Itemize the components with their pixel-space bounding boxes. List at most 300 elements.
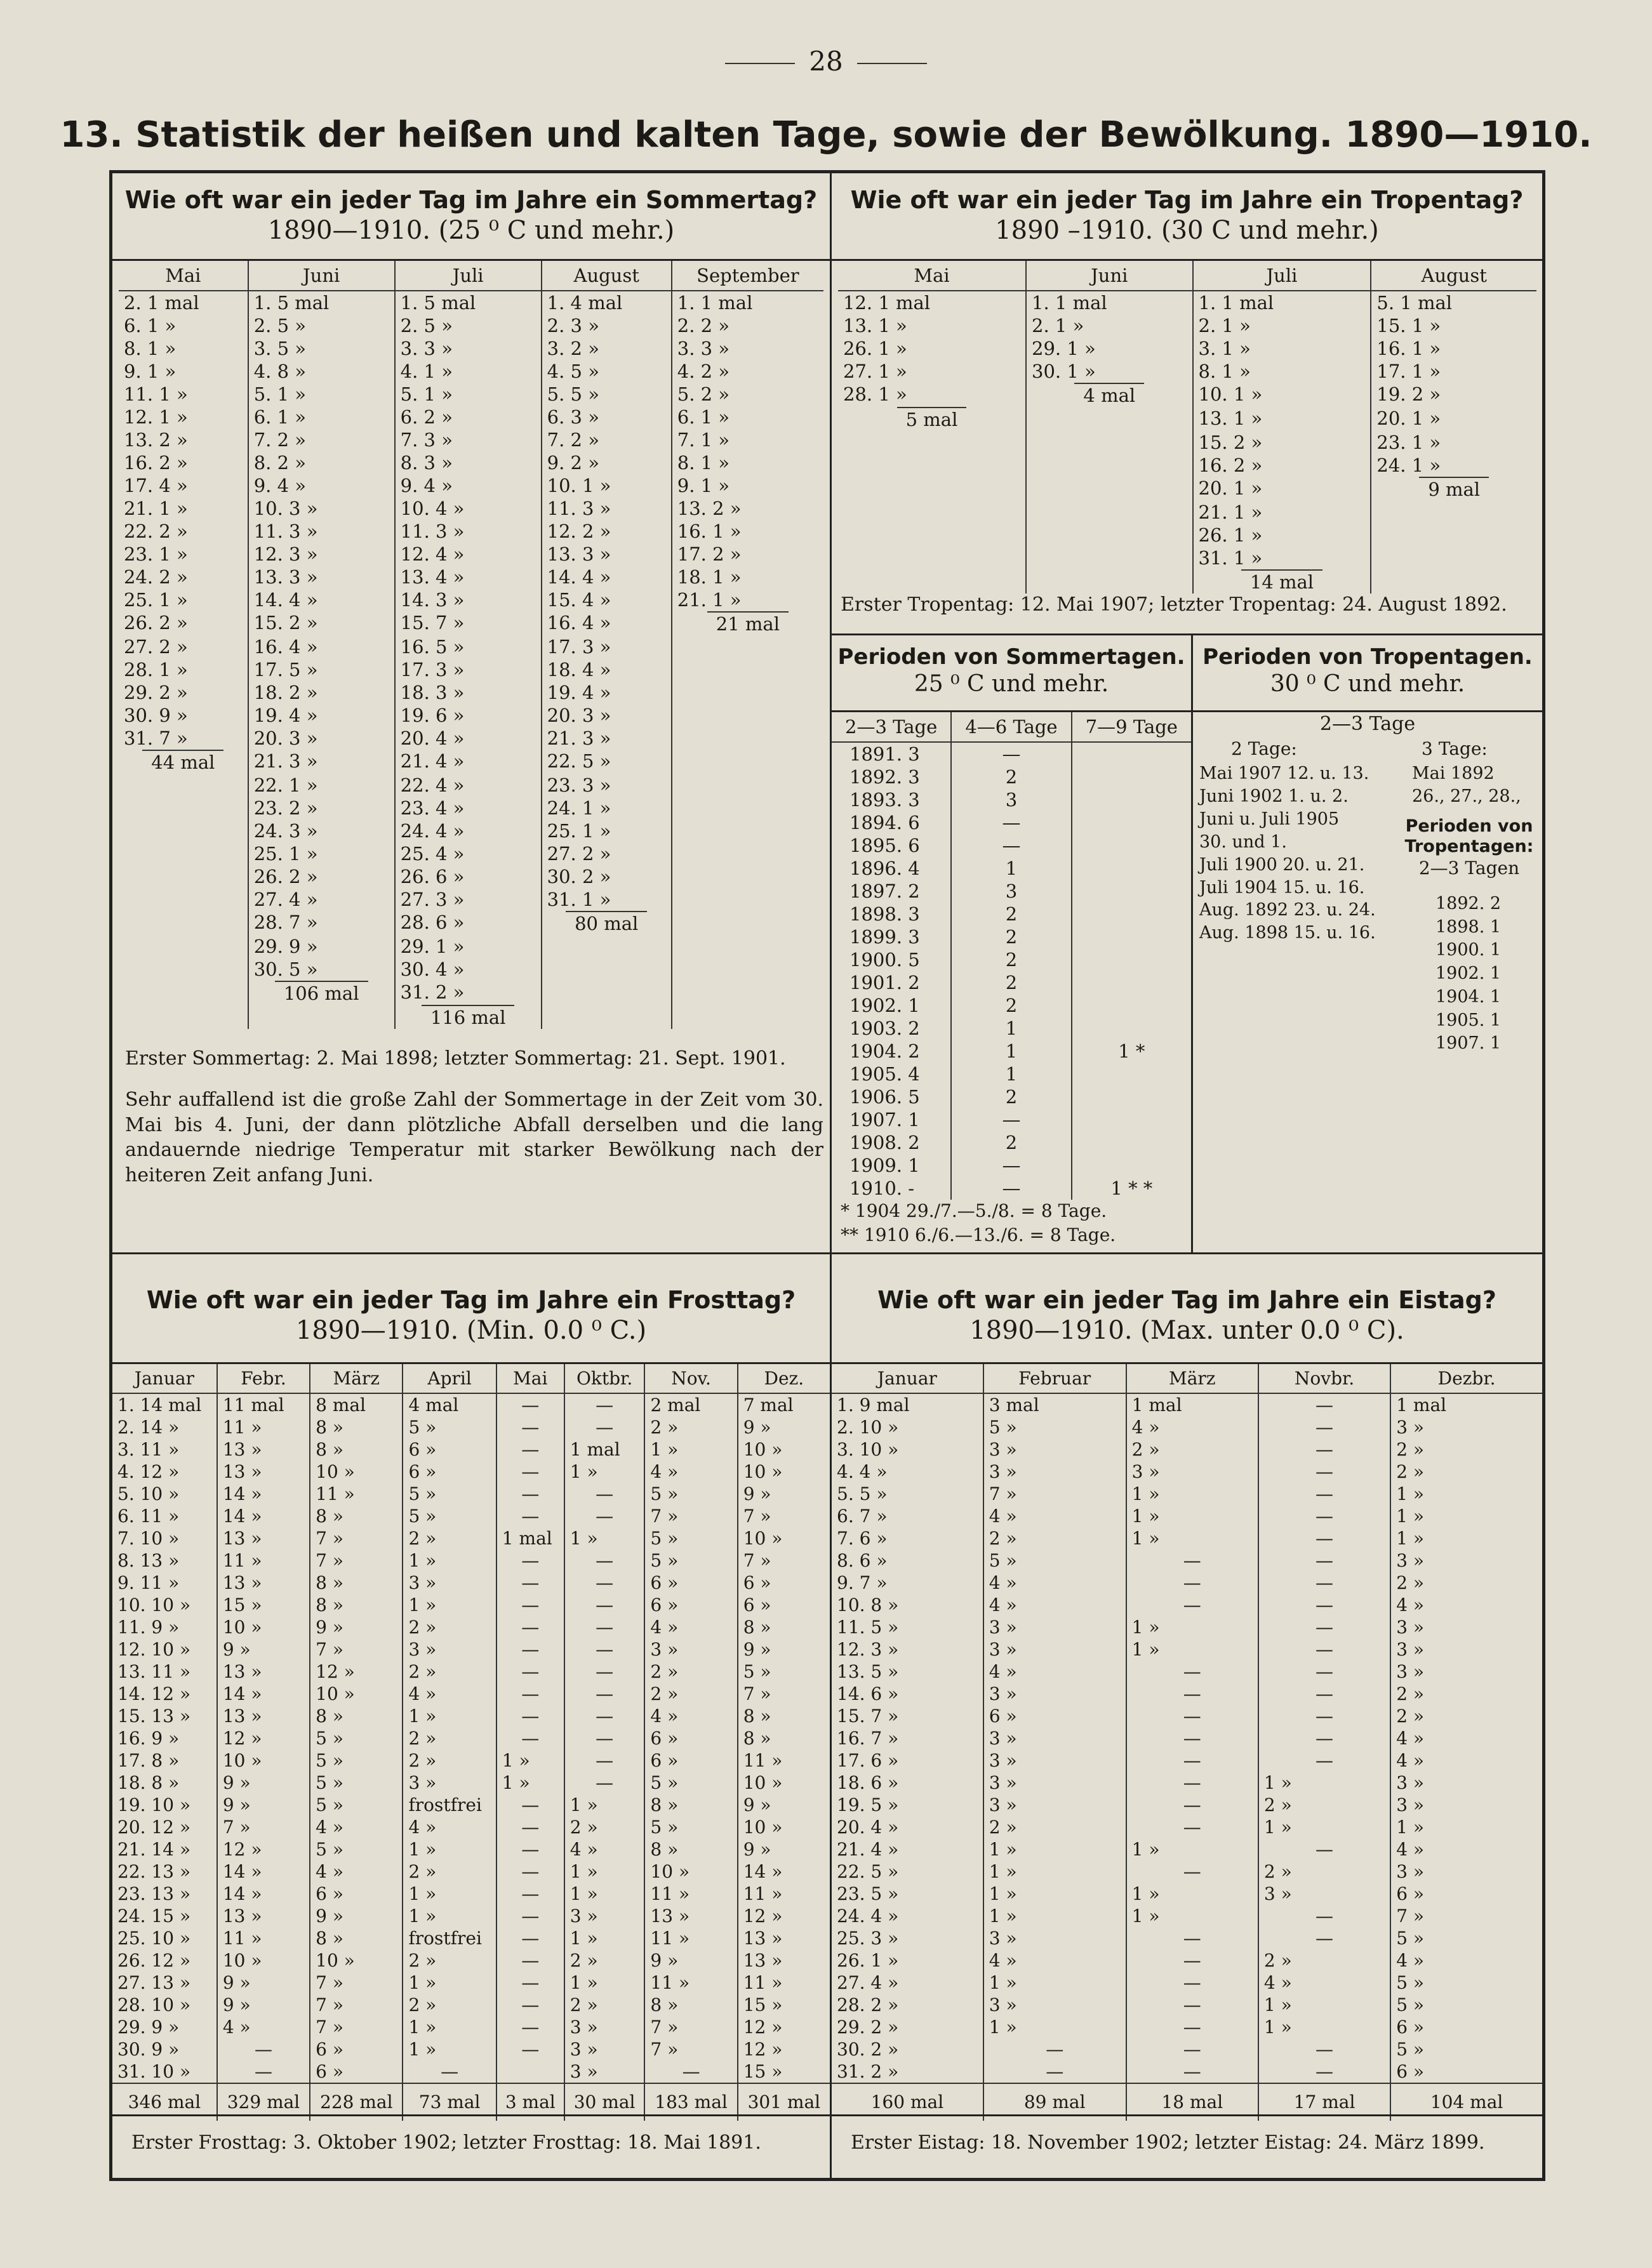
frosttag-cell: 25. 10 » (117, 1928, 191, 1949)
sommertag-cell: 25. 4 » (395, 842, 542, 865)
eistag-cell: 5 » (1390, 1972, 1542, 1994)
frosttag-cell: 4 » (217, 2016, 310, 2038)
eistag-cell: 3 » (983, 1461, 1126, 1483)
frosttag-cell: 9 » (738, 1416, 830, 1438)
eistag-cell: 3. 10 » (837, 1439, 899, 1460)
frosttag-cell: 3 » (564, 2016, 645, 2038)
eistag-header: Novbr. (1258, 1364, 1390, 1393)
frosttag-cell: — (564, 1393, 645, 1416)
three-days-list (1412, 762, 1521, 808)
sommertag-cell: 1. 1 mal (672, 291, 823, 314)
perioden-tropen-rule (1193, 710, 1542, 712)
perioden-sommer-row (832, 1154, 1191, 1177)
frosttag-cell: — (564, 1549, 645, 1572)
frosttag-header: März (310, 1364, 403, 1393)
perioden-sommer-row (832, 880, 1191, 903)
eistag-cell: — (1258, 1838, 1390, 1860)
frosttag-cell: 1 » (564, 1461, 645, 1483)
eistag-cell: 15. 7 » (837, 1706, 899, 1727)
sommertag-cell: 31. 2 » (395, 981, 542, 1005)
eistag-cell: 3 » (1390, 1772, 1542, 1794)
sommertag-row (119, 774, 823, 797)
sommertag-row (119, 314, 823, 337)
tropentag-empty-cell (838, 569, 1026, 594)
perioden-sommer-cell: 2 (951, 1131, 1071, 1154)
perioden-sommer-cell (1072, 834, 1191, 857)
frosttag-cell: 8 mal (310, 1393, 403, 1416)
frosttag-cell: 13 » (217, 1572, 310, 1594)
frosttag-cell: 8 » (644, 1838, 737, 1860)
eistag-cell: — (1126, 2016, 1258, 2038)
sommertag-cell: 10. 3 » (248, 497, 395, 520)
frosttag-foot-rule (112, 2114, 830, 2116)
frosttag-cell: 5 » (310, 1772, 403, 1794)
eistag-cell: 1 » (1390, 1527, 1542, 1549)
sommertag-cell: 27. 2 » (542, 842, 672, 865)
frosttag-cell: 5 » (310, 1794, 403, 1816)
tropentag-header: Juni (1026, 261, 1193, 291)
perioden-sommer-cell: 1905. 4 (849, 1063, 920, 1085)
table-frame (109, 170, 1545, 2181)
frosttag-cell: — (496, 1727, 564, 1749)
perioden-sommer-row (832, 971, 1191, 994)
frosttag-cell: 14 » (217, 1883, 310, 1905)
perioden-sommer-row (832, 994, 1191, 1017)
frosttag-total: 73 mal (403, 2083, 496, 2121)
sommertag-cell: 9. 1 » (124, 361, 177, 382)
tropentag-cell: 21. 1 » (1193, 501, 1371, 524)
eistag-row (832, 2016, 1542, 2038)
frosttag-cell: 5 » (644, 1816, 737, 1838)
perioden-sommer-cell: 1904. 2 (849, 1040, 920, 1062)
frosttag-cell: 4 » (564, 1838, 645, 1860)
eistag-cell: 1 » (1126, 1905, 1258, 1927)
eistag-row (832, 1794, 1542, 1816)
frosttag-cell: 26. 12 » (117, 1950, 191, 1971)
eistag-cell: 1 » (1390, 1816, 1542, 1838)
frosttag-row (112, 1438, 830, 1461)
eistag-cell: — (1258, 1416, 1390, 1438)
sommertag-empty-cell (119, 958, 248, 981)
frosttag-row (112, 2038, 830, 2060)
sommertag-cell: 17. 3 » (542, 635, 672, 658)
eistag-cell: 3 » (983, 1683, 1126, 1705)
frosttag-cell: 8 » (738, 1705, 830, 1727)
sommertag-cell: 5. 5 » (542, 383, 672, 406)
eistag-row (832, 1727, 1542, 1749)
frosttag-cell (496, 2060, 564, 2083)
eistag-cell: — (1258, 1393, 1390, 1416)
perioden-sommer-cell: — (951, 834, 1071, 857)
tropen-sub-entry: 1904. 1 (1436, 986, 1502, 1007)
frosttag-row (112, 1905, 830, 1927)
tropentag-total: 14 mal (1241, 569, 1322, 594)
perioden-sommer-header: 2—3 Tage (832, 712, 951, 742)
frosttag-row (112, 1949, 830, 1972)
sommertag-cell: 29. 2 » (124, 682, 188, 703)
frosttag-cell: 5 » (644, 1527, 737, 1549)
frosttag-cell: 6 » (738, 1572, 830, 1594)
frosttag-cell: 2 » (403, 1727, 496, 1749)
frosttag-row (112, 1705, 830, 1727)
tropentag-empty-cell (1026, 524, 1193, 547)
perioden-sommer-cell: — (951, 1108, 1071, 1131)
frosttag-cell: 1 » (564, 1794, 645, 1816)
frosttag-cell: 12 » (738, 2016, 830, 2038)
frosttag-row (112, 1816, 830, 1838)
two-days-entry: Aug. 1898 15. u. 16. (1199, 923, 1376, 943)
frosttag-cell: 7 » (310, 1638, 403, 1661)
tropentag-cell: 16. 1 » (1371, 337, 1536, 360)
frosttag-row (112, 1860, 830, 1883)
eistag-cell: — (1258, 1683, 1390, 1705)
tropentag-empty-cell (1371, 524, 1536, 547)
frosttag-cell: 1 » (564, 1883, 645, 1905)
sommertag-empty-cell (672, 727, 823, 750)
eistag-cell: 3 » (1390, 1638, 1542, 1661)
frosttag-row (112, 1527, 830, 1549)
frosttag-cell: 13 » (217, 1905, 310, 1927)
sommertag-cell: 13. 3 » (248, 566, 395, 588)
sommertag-cell: 22. 5 » (542, 750, 672, 774)
frosttag-header: April (403, 1364, 496, 1393)
eistag-cell: 1 mal (1390, 1393, 1542, 1416)
eistag-cell: 3 » (983, 1794, 1126, 1816)
frosttag-table (112, 1364, 830, 2121)
eistag-total: 104 mal (1390, 2083, 1542, 2121)
frosttag-cell: 4 mal (403, 1393, 496, 1416)
sommertag-cell: 27. 3 » (395, 888, 542, 911)
tropentag-row (838, 360, 1536, 383)
frosttag-cell: 12 » (217, 1838, 310, 1860)
sommertag-panel (112, 173, 830, 1252)
frosttag-cell: 10 » (738, 1461, 830, 1483)
sommertag-cell: 30. 5 » (248, 958, 395, 981)
frosttag-cell: 1 » (564, 1972, 645, 1994)
eistag-cell: 19. 5 » (837, 1794, 899, 1815)
perioden-tropen-panel (1193, 635, 1542, 1252)
frosttag-cell: 1 » (403, 1594, 496, 1616)
sommertag-total: 21 mal (707, 611, 789, 635)
frosttag-cell: 2. 14 » (117, 1417, 180, 1438)
eistag-row (832, 1683, 1542, 1705)
sommertag-cell: 27. 4 » (248, 888, 395, 911)
eistag-cell: — (1126, 1994, 1258, 2016)
sommertag-cell: 9. 4 » (395, 474, 542, 497)
tropentag-row (838, 524, 1536, 547)
frosttag-cell: 2 » (564, 1949, 645, 1972)
frosttag-cell: — (496, 1616, 564, 1638)
eistag-cell: 6 » (983, 1705, 1126, 1727)
sommertag-row (119, 635, 823, 658)
sommertag-empty-cell (672, 774, 823, 797)
sommertag-cell: 4. 5 » (542, 360, 672, 383)
frosttag-cell: — (564, 1705, 645, 1727)
frosttag-cell: 3. 11 » (117, 1439, 180, 1460)
tropentag-row (838, 407, 1536, 431)
frosttag-cell: 4 » (403, 1816, 496, 1838)
two-days-entry: Juli 1900 20. u. 21. (1199, 854, 1365, 875)
eistag-cell: 1 » (1258, 1994, 1390, 2016)
frosttag-cell: 11 » (644, 1972, 737, 1994)
frosttag-cell: 11 » (310, 1483, 403, 1505)
sommertag-cell: 16. 5 » (395, 635, 542, 658)
sommertag-empty-cell (542, 981, 672, 1005)
eistag-row (832, 1816, 1542, 1838)
eistag-cell: 4 » (1390, 1749, 1542, 1772)
frosttag-cell: — (496, 1549, 564, 1572)
perioden-sommer-cell: 1 * (1072, 1040, 1191, 1063)
frosttag-cell: 9 » (644, 1949, 737, 1972)
sommertag-row (119, 981, 823, 1005)
sommertag-cell: 3. 3 » (672, 337, 823, 360)
sommertag-total-cell (395, 1005, 542, 1029)
eistag-row (832, 1705, 1542, 1727)
eistag-cell: 20. 4 » (837, 1817, 899, 1838)
perioden-sommer-row (832, 857, 1191, 880)
frosttag-header: Januar (112, 1364, 217, 1393)
sommertag-empty-cell (119, 797, 248, 819)
frosttag-cell: 28. 10 » (117, 1994, 191, 2015)
sommertag-cell: 31. 7 » (124, 727, 188, 749)
frosttag-cell: 14. 12 » (117, 1683, 191, 1704)
perioden-sommer-cell: 1 * * (1072, 1177, 1191, 1200)
page-number: 28 (0, 46, 1652, 77)
eistag-foot-rule (832, 2114, 1542, 2116)
frosttag-cell: — (496, 1416, 564, 1438)
sommertag-cell: 6. 2 » (395, 406, 542, 428)
tropentag-total: 4 mal (1074, 383, 1144, 407)
frosttag-cell: 3 » (644, 1638, 737, 1661)
eistag-cell: 7 » (1390, 1905, 1542, 1927)
frosttag-cell: — (217, 2038, 310, 2060)
frosttag-total: 183 mal (644, 2083, 737, 2121)
sommertag-empty-cell (119, 888, 248, 911)
frosttag-cell: 6 » (738, 1594, 830, 1616)
perioden-sommer-cell (1072, 766, 1191, 788)
frosttag-cell: 12 » (738, 2038, 830, 2060)
frosttag-cell: 8 » (310, 1438, 403, 1461)
sommertag-cell: 5. 1 » (248, 383, 395, 406)
frosttag-row (112, 2060, 830, 2083)
sommertag-cell: 6. 1 » (248, 406, 395, 428)
frosttag-cell: frostfrei (403, 1794, 496, 1816)
frosttag-cell: 11 » (644, 1927, 737, 1949)
perioden-sommer-cell: 1895. 6 (849, 835, 920, 856)
frosttag-cell: 1 » (644, 1438, 737, 1461)
sommertag-cell: 16. 4 » (542, 611, 672, 635)
sommertag-cell: 21. 1 » (672, 588, 823, 611)
sommertag-cell: 1. 5 mal (395, 291, 542, 314)
eistag-cell: 3 » (983, 1994, 1126, 2016)
perioden-sommer-header: 7—9 Tage (1072, 712, 1191, 742)
eistag-cell: — (1126, 1594, 1258, 1616)
sommertag-row (119, 681, 823, 704)
eistag-cell: 1 » (1258, 1772, 1390, 1794)
eistag-cell: — (1126, 1705, 1258, 1727)
sommertag-total-cell (248, 981, 395, 1005)
tropen-sub-entry: 1902. 1 (1436, 964, 1502, 984)
eistag-cell: 16. 7 » (837, 1728, 899, 1749)
eistag-header: März (1126, 1364, 1258, 1393)
frosttag-cell: 6. 11 » (117, 1506, 180, 1527)
eistag-cell: — (1126, 1927, 1258, 1949)
frosttag-cell: 5 » (310, 1749, 403, 1772)
perioden-sommer-cell: 1 (951, 1063, 1071, 1085)
frosttag-cell: 31. 10 » (117, 2061, 191, 2082)
frosttag-cell: 1 » (403, 2016, 496, 2038)
tropentag-row (838, 383, 1536, 407)
frosttag-row (112, 1393, 830, 1416)
frosttag-cell: 9 » (310, 1905, 403, 1927)
frosttag-cell: 7 » (738, 1683, 830, 1705)
eistag-cell: 4 » (983, 1949, 1126, 1972)
frosttag-row (112, 1483, 830, 1505)
frosttag-cell: 6 » (403, 1438, 496, 1461)
tropentag-cell: 29. 1 » (1026, 337, 1193, 360)
frosttag-cell: 8 » (310, 1416, 403, 1438)
perioden-sommer-row (832, 742, 1191, 766)
sommertag-cell: 24. 2 » (124, 566, 188, 588)
eistag-cell: 1 » (1126, 1638, 1258, 1661)
frosttag-cell: 8 » (310, 1594, 403, 1616)
frosttag-cell: 13 » (217, 1661, 310, 1683)
sommertag-cell: 10. 4 » (395, 497, 542, 520)
perioden-sommer-cell (1072, 857, 1191, 880)
perioden-sommer-row (832, 811, 1191, 834)
tropentag-cell: 15. 2 » (1193, 431, 1371, 454)
sommertag-cell: 17. 5 » (248, 658, 395, 681)
sommertag-row (119, 727, 823, 750)
eistag-cell: 1 mal (1126, 1393, 1258, 1416)
frosttag-row (112, 1661, 830, 1683)
frosttag-row (112, 1683, 830, 1705)
eistag-cell: 1 » (1126, 1838, 1258, 1860)
frosttag-cell: 10 » (217, 1749, 310, 1772)
eistag-cell: 4 » (983, 1572, 1126, 1594)
frosttag-cell: — (496, 1816, 564, 1838)
perioden-sommer-cell: 3 (951, 788, 1071, 811)
eistag-total: 18 mal (1126, 2083, 1258, 2121)
sommertag-cell: 2. 5 » (395, 314, 542, 337)
frosttag-cell: — (496, 1927, 564, 1949)
frosttag-cell: 7 » (310, 1549, 403, 1572)
frosttag-cell: 13 » (217, 1527, 310, 1549)
frosttag-cell: 13 » (217, 1438, 310, 1461)
eistag-row (832, 1505, 1542, 1527)
frosttag-cell: 5 » (644, 1549, 737, 1572)
sommertag-empty-cell (672, 704, 823, 727)
frosttag-cell: 10 » (644, 1860, 737, 1883)
frosttag-row (112, 1749, 830, 1772)
frosttag-cell: — (496, 1994, 564, 2016)
frosttag-cell: 4. 12 » (117, 1461, 180, 1482)
sommertag-empty-cell (542, 1005, 672, 1029)
sommertag-cell: 6. 3 » (542, 406, 672, 428)
frosttag-cell: 6 » (403, 1461, 496, 1483)
eistag-total: 17 mal (1258, 2083, 1390, 2121)
sommertag-row (119, 383, 823, 406)
perioden-sommer-header: 4—6 Tage (951, 712, 1071, 742)
eistag-row (832, 1616, 1542, 1638)
tropentag-row (838, 337, 1536, 360)
frosttag-cell: 7 » (310, 1972, 403, 1994)
frosttag-cell: 7 » (310, 1527, 403, 1549)
eistag-cell: — (983, 2060, 1126, 2083)
eistag-cell: 6 » (1390, 2016, 1542, 2038)
frosttag-row (112, 1594, 830, 1616)
frosttag-cell: — (496, 2016, 564, 2038)
sommertag-row (119, 658, 823, 681)
tropentag-cell: 2. 1 » (1193, 314, 1371, 337)
tropentag-empty-cell (1026, 569, 1193, 594)
sommertag-cell: 26. 6 » (395, 865, 542, 888)
frosttag-cell: 2 » (403, 1949, 496, 1972)
sommertag-row (119, 406, 823, 428)
perioden-sommer-row (832, 834, 1191, 857)
eistag-cell: 2 » (1390, 1461, 1542, 1483)
frosttag-cell: 12 » (217, 1727, 310, 1749)
sommertag-cell: 11. 3 » (248, 520, 395, 543)
perioden-sommer-cell (1072, 1131, 1191, 1154)
frosttag-cell: — (644, 2060, 737, 2083)
frosttag-cell: 10 » (217, 1616, 310, 1638)
eistag-row (832, 1749, 1542, 1772)
eistag-cell: 30. 2 » (837, 2039, 899, 2060)
tropentag-subtitle: 1890 –1910. (30 C und mehr.) (995, 215, 1379, 245)
tropentag-empty-cell (1371, 501, 1536, 524)
frosttag-cell: 6 » (644, 1749, 737, 1772)
frosttag-cell: — (564, 1638, 645, 1661)
eistag-cell: — (1126, 1572, 1258, 1594)
sommertag-cell: 3. 3 » (395, 337, 542, 360)
two-days-list (1199, 762, 1376, 945)
sommertag-cell: 15. 7 » (395, 611, 542, 635)
eistag-cell: 29. 2 » (837, 2017, 899, 2038)
three-days-entry: Mai 1892 (1412, 764, 1495, 783)
sommertag-empty-cell (119, 935, 248, 958)
tropentag-cell: 15. 1 » (1371, 314, 1536, 337)
frosttag-cell: 13 » (217, 1461, 310, 1483)
tropentag-total: 5 mal (897, 407, 967, 431)
eistag-cell: 4. 4 » (837, 1461, 888, 1482)
frosttag-cell: 8 » (310, 1705, 403, 1727)
frosttag-cell: 14 » (217, 1683, 310, 1705)
sommertag-empty-cell (672, 981, 823, 1005)
perioden-sommer-cell: 1906. 5 (849, 1086, 920, 1108)
sommertag-total: 106 mal (275, 981, 368, 1005)
sommertag-cell: 7. 3 » (395, 428, 542, 451)
perioden-sommer-row (832, 1108, 1191, 1131)
sommertag-cell: 24. 3 » (248, 819, 395, 842)
tropentag-cell: 26. 1 » (1193, 524, 1371, 547)
eistag-cell: — (1126, 1949, 1258, 1972)
sommertag-cell: 11. 3 » (542, 497, 672, 520)
frosttag-header: Febr. (217, 1364, 310, 1393)
tropentag-empty-cell (1026, 407, 1193, 431)
eistag-cell: 2 » (983, 1527, 1126, 1549)
sommertag-row (119, 958, 823, 981)
sommertag-cell: 14. 4 » (542, 566, 672, 588)
tropen-sub-entry: 1907. 1 (1436, 1033, 1502, 1054)
frosttag-cell: 6 » (310, 1883, 403, 1905)
sommertag-cell: 4. 2 » (672, 360, 823, 383)
eistag-cell: 1 » (1126, 1616, 1258, 1638)
perioden-sommer-cell: 1903. 2 (849, 1018, 920, 1039)
frosttag-cell: — (564, 1572, 645, 1594)
frosttag-cell: 15. 13 » (117, 1706, 191, 1727)
frosttag-row (112, 2016, 830, 2038)
